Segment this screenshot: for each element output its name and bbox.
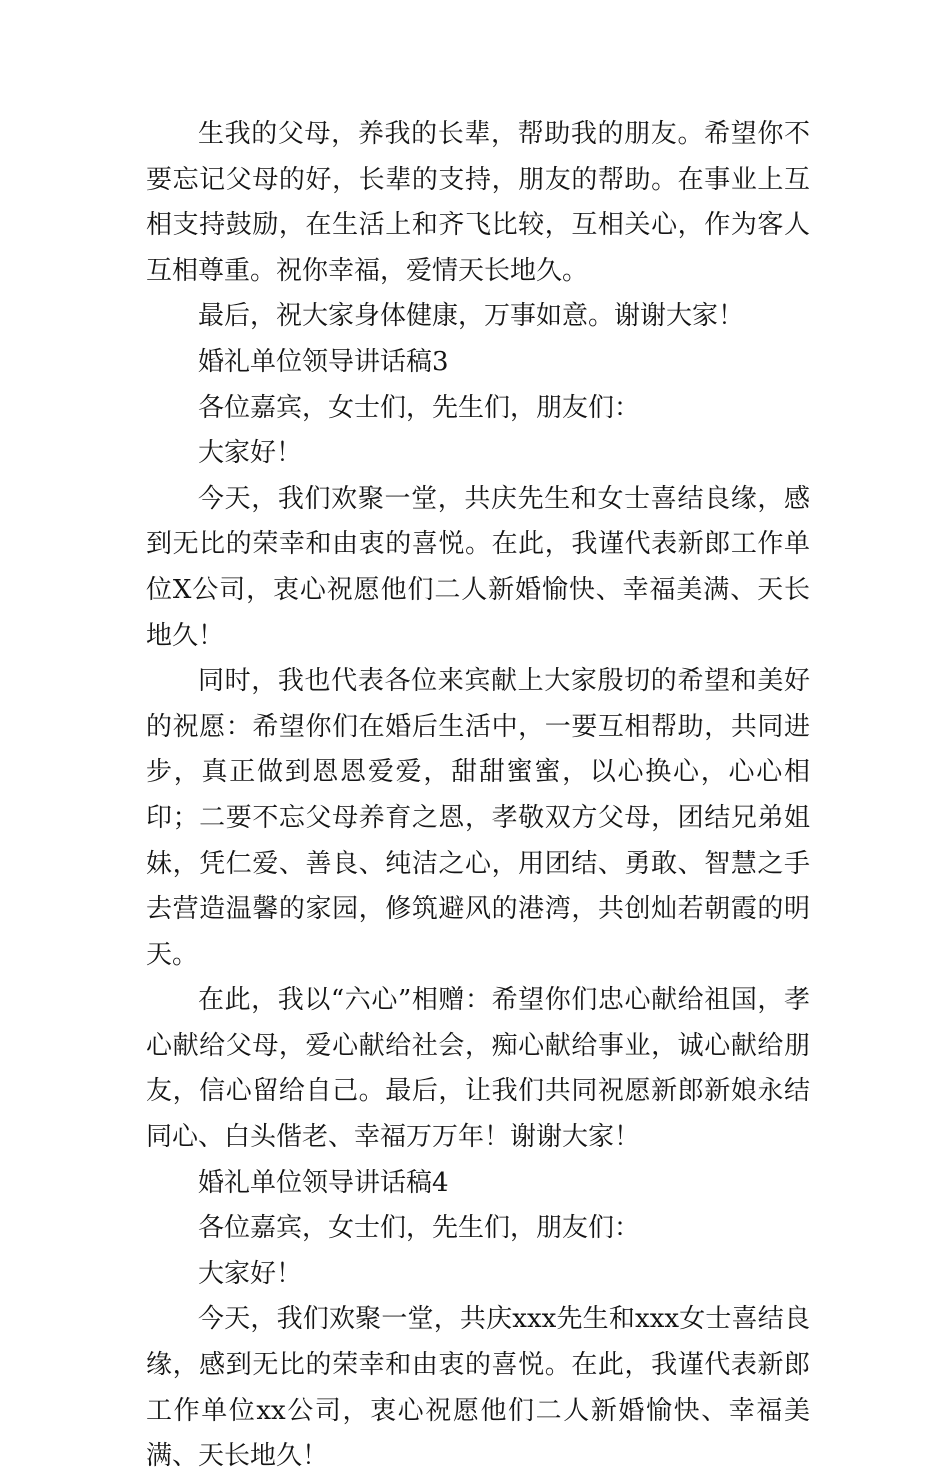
paragraph-opening: 今天，我们欢聚一堂，共庆先生和女士喜结良缘，感到无比的荣幸和由衷的喜悦。在此，我谨代表新郎工作单位X公司，衷心祝愿他们二人新婚愉快、幸福美满、天长地久！ bbox=[146, 483, 810, 651]
greeting: 大家好！ bbox=[198, 1258, 303, 1289]
paragraph-six-hearts: 在此，我以“六心”相赠：希望你们忠心献给祖国，孝心献给父母，爱心献给社会，痴心献给事业，诚心献给朋友，信心留给自己。最后，让我们共同祝愿新郎新娘永结同心、白头偕老、幸福万万年！谢谢大家！ bbox=[146, 985, 810, 1153]
greeting: 大家好！ bbox=[198, 438, 303, 469]
paragraph-wishes: 同时，我也代表各位来宾献上大家殷切的希望和美好的祝愿：希望你们在婚后生活中，一要互相帮助，共同进步，真正做到恩恩爱爱，甜甜蜜蜜，以心换心，心心相印；二要不忘父母养育之恩，孝敬双方父母，团结兄弟姐妹，凭仁爱、善良、纯洁之心，用团结、勇敢、智慧之手去营造温馨的家园，修筑避风的港湾，共创灿若朝霞的明天。 bbox=[146, 666, 810, 970]
salutation: 各位嘉宾，女士们，先生们，朋友们： bbox=[198, 392, 641, 423]
paragraph-blessing: 生我的父母，养我的长辈，帮助我的朋友。希望你不要忘记父母的好，长辈的支持，朋友的帮助。在事业上互相支持鼓励，在生活上和齐飞比较，互相关心，作为客人互相尊重。祝你幸福，爱情天长地久。 bbox=[146, 119, 810, 286]
section-heading-4: 婚礼单位领导讲话稿4 bbox=[198, 1167, 449, 1198]
salutation: 各位嘉宾，女士们，先生们，朋友们： bbox=[198, 1213, 641, 1244]
section-heading-3: 婚礼单位领导讲话稿3 bbox=[198, 346, 449, 377]
paragraph-opening: 今天，我们欢聚一堂，共庆xxx先生和xxx女士喜结良缘，感到无比的荣幸和由衷的喜悦。在此，我谨代表新郎工作单位xx公司，衷心祝愿他们二人新婚愉快、幸福美满、天长地久！ bbox=[146, 1304, 810, 1472]
paragraph-closing: 最后，祝大家身体健康，万事如意。谢谢大家！ bbox=[198, 301, 745, 332]
document-body bbox=[146, 112, 810, 1480]
